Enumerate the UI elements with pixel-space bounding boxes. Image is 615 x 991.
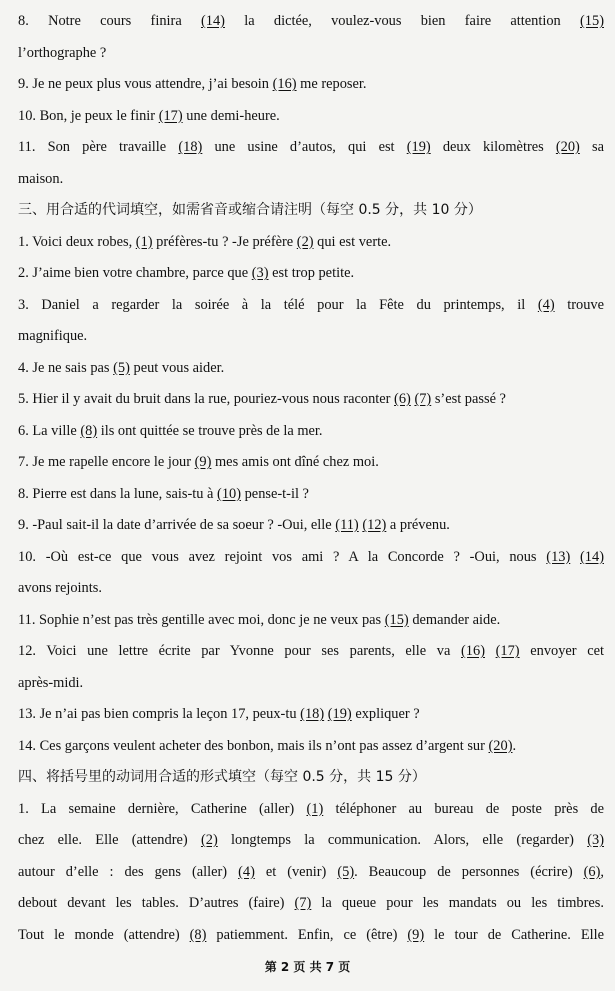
question-text: 10. Bon, je peux le finir <box>18 107 159 124</box>
blank-10: (10) <box>217 485 242 502</box>
question-line <box>18 542 604 574</box>
blank-19: (19) <box>406 139 431 155</box>
question-text: trouve <box>554 296 604 313</box>
blank-7: (7) <box>294 895 312 911</box>
passage-text: , <box>600 863 604 880</box>
question-line <box>18 605 604 637</box>
passage-text: Tout le monde (attendre) <box>18 926 190 943</box>
blank-3: (3) <box>587 832 604 848</box>
question-text: mes amis ont dîné chez moi. <box>211 454 379 470</box>
question-text: peut vous aider. <box>129 359 225 376</box>
question-line <box>18 227 604 259</box>
question-line <box>18 101 604 133</box>
blank-5: (5) <box>113 359 130 376</box>
question-text: pense-t-il ? <box>241 485 309 502</box>
blank-4: (4) <box>238 863 255 880</box>
blank-17: (17) <box>158 107 183 124</box>
blank-16: (16) <box>272 76 297 92</box>
question-text: 6. La ville <box>18 422 81 439</box>
blank-15: (15) <box>580 13 604 29</box>
question-text: 1. Voici deux robes, <box>18 233 136 250</box>
question-text: expliquer ? <box>351 706 420 722</box>
blank-20: (20) <box>488 737 513 754</box>
question-line <box>18 447 604 479</box>
question-text: qui est verte. <box>313 233 392 250</box>
passage-line <box>18 794 604 826</box>
question-text: demander aide. <box>408 611 501 628</box>
blank-14: (14) <box>200 13 225 29</box>
question-text: avons rejoints. <box>18 580 102 596</box>
passage-text: chez elle. Elle (attendre) <box>18 832 201 848</box>
question-line <box>18 731 604 763</box>
question-line <box>18 510 604 542</box>
blank-18: (18) <box>300 706 325 722</box>
question-text: une demi-heure. <box>182 107 280 124</box>
blank-15: (15) <box>384 611 409 628</box>
question-text: une usine d’autos, qui est <box>202 139 407 155</box>
question-text: ils ont quittée se trouve près de la mer. <box>97 422 323 439</box>
blank-2: (2) <box>296 233 314 250</box>
blank-2: (2) <box>200 832 218 848</box>
question-line <box>18 69 604 101</box>
blank-4: (4) <box>537 296 555 313</box>
question-text: 11. Son père travaille <box>18 139 179 155</box>
question-text: 5. Hier il y avait du bruit dans la rue, pouriez-vous nous raconter <box>18 391 395 407</box>
question-line <box>18 321 604 353</box>
question-text: 8. Notre cours finira <box>18 13 201 29</box>
question-text: préfères-tu ? -Je préfère <box>152 233 297 250</box>
passage-line <box>18 825 604 857</box>
blank-14: (14) <box>580 548 604 565</box>
question-text: 9. Je ne peux plus vous attendre, j’ai besoin <box>18 76 273 92</box>
question-text: après-midi. <box>18 674 84 691</box>
question-text: 10. -Où est-ce que vous avez rejoint vos ami ? A la Concorde ? -Oui, nous <box>18 548 547 565</box>
passage-text: patiemment. Enfin, ce (être) <box>206 926 408 943</box>
question-line <box>18 479 604 511</box>
blank-16: (16) <box>461 643 485 659</box>
blank-20: (20) <box>555 139 580 155</box>
question-line <box>18 353 604 385</box>
question-text: l’orthographe ? <box>18 44 107 61</box>
blank-6: (6) <box>583 863 601 880</box>
blank-9: (9) <box>407 926 425 943</box>
question-line <box>18 668 604 700</box>
question-text: a prévenu. <box>386 517 450 533</box>
question-line <box>18 699 604 731</box>
question-text: 3. Daniel a regarder la soirée à la télé pour la Fête du printemps, il <box>18 296 538 313</box>
question-line <box>18 290 604 322</box>
blank-5: (5) <box>337 863 355 880</box>
passage-text: debout devant les tables. D’autres (faire) <box>18 895 295 911</box>
question-line <box>18 132 604 164</box>
passage-text: longtemps la communication. Alors, elle (regarder) <box>217 832 588 848</box>
question-text: deux kilomètres <box>430 139 556 155</box>
question-text: 13. Je n’ai pas bien compris la leçon 17, peux-tu <box>18 706 301 722</box>
question-text: est trop petite. <box>268 265 355 281</box>
question-text: 12. Voici une lettre écrite par Yvonne pour ses parents, elle va <box>18 643 462 659</box>
question-line <box>18 384 604 416</box>
passage-line <box>18 857 604 889</box>
passage-text: . Beaucoup de personnes (écrire) <box>354 863 584 880</box>
question-text: 2. J’aime bien votre chambre, parce que <box>18 265 252 281</box>
passage-text: téléphoner au bureau de poste près de <box>323 800 604 817</box>
question-text: 11. Sophie n’est pas très gentille avec moi, donc je ne veux pas <box>18 611 385 628</box>
passage-text: 1. La semaine dernière, Catherine (aller) <box>18 800 307 817</box>
blank-1: (1) <box>306 800 324 817</box>
question-line <box>18 258 604 290</box>
passage-text: le tour de Catherine. Elle <box>424 926 604 943</box>
blank-8: (8) <box>189 926 207 943</box>
question-text: sa <box>579 139 604 155</box>
blank-9: (9) <box>194 454 212 470</box>
question-text: magnifique. <box>18 328 88 344</box>
blank-12: (12) <box>362 517 387 533</box>
blank-18: (18) <box>178 139 203 155</box>
passage-text: la queue pour les mandats ou les timbres. <box>311 895 604 911</box>
passage-line <box>18 920 604 952</box>
blank-7: (7) <box>414 391 432 407</box>
blank-13: (13) <box>546 548 571 565</box>
passage-text: autour d’elle : des gens (aller) <box>18 863 239 880</box>
question-text: la dictée, voulez-vous bien faire attention <box>224 13 581 29</box>
page-number: 第 2 页 共 7 页 <box>264 960 351 974</box>
question-text: 4. Je ne sais pas <box>18 359 114 376</box>
passage-line <box>18 888 604 920</box>
question-line <box>18 6 604 38</box>
blank-1: (1) <box>135 233 153 250</box>
question-text: maison. <box>18 170 64 187</box>
question-text: 8. Pierre est dans la lune, sais-tu à <box>18 485 218 502</box>
question-line <box>18 573 604 605</box>
question-text: envoyer cet <box>519 643 604 659</box>
blank-3: (3) <box>251 265 269 281</box>
question-line <box>18 416 604 448</box>
blank-17: (17) <box>495 643 520 659</box>
question-line <box>18 38 604 70</box>
question-text: . <box>512 737 517 754</box>
question-text: me reposer. <box>296 76 367 92</box>
question-text: 7. Je me rapelle encore le jour <box>18 454 195 470</box>
question-line <box>18 636 604 668</box>
blank-11: (11) <box>335 517 359 533</box>
section-heading: 四、将括号里的动词用合适的形式填空（每空 0.5 分，共 15 分） <box>18 769 426 785</box>
exam-content <box>18 6 604 951</box>
question-line <box>18 164 604 196</box>
passage-text: et (venir) <box>254 863 338 880</box>
question-text: s’est passé ? <box>431 391 506 407</box>
blank-8: (8) <box>80 422 98 439</box>
blank-19: (19) <box>327 706 352 722</box>
section-heading: 三、用合适的代词填空，如需省音或缩合请注明（每空 0.5 分，共 10 分） <box>18 202 482 218</box>
blank-6: (6) <box>394 391 411 407</box>
question-text: 9. -Paul sait-il la date d’arrivée de sa soeur ? -Oui, elle <box>18 517 336 533</box>
question-text: 14. Ces garçons veulent acheter des bonbon, mais ils n’ont pas assez d’argent sur <box>18 737 489 754</box>
